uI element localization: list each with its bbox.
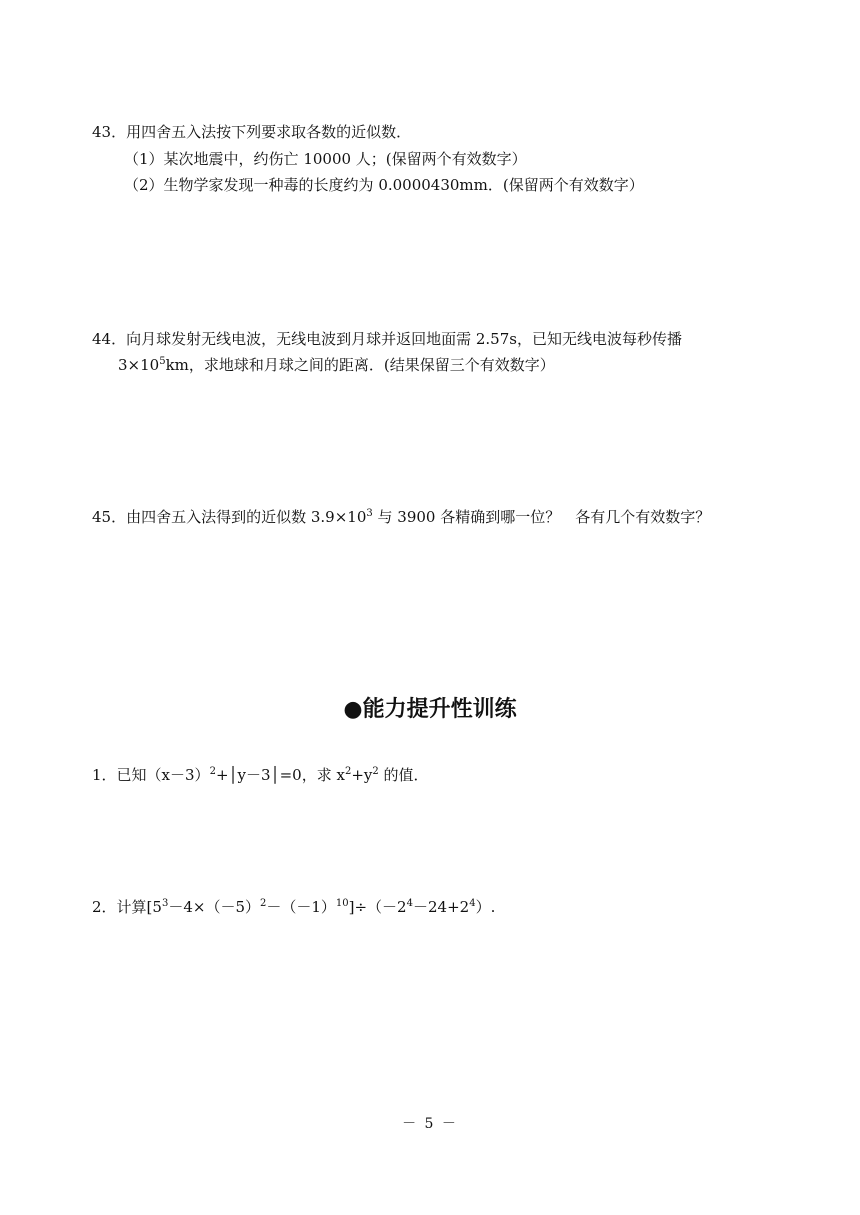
section-title: ●能力提升性训练 [343, 697, 517, 722]
question-45-text: 45．由四舍五入法得到的近似数 3.9×10 [92, 508, 367, 526]
exponent: 2 [372, 766, 379, 777]
exponent: 3 [366, 508, 373, 519]
exponent: 2 [344, 766, 352, 777]
exponent: 4 [406, 898, 413, 909]
problem-1-text: 1．已知（x－3） [92, 766, 210, 784]
exponent: 2 [259, 898, 267, 909]
question-43-title: 43．用四舍五入法按下列要求取各数的近似数． [92, 123, 412, 141]
problem-2-text: －24+2 [412, 898, 470, 916]
problem-2-text: －4×（－5） [168, 898, 260, 916]
question-43-part-2: （2）生物学家发现一种毒的长度约为 0.0000430mm．(保留两个有效数字） [124, 176, 644, 194]
question-44-line-2 [118, 355, 555, 375]
question-44-line-1: 44．向月球发射无线电波，无线电波到月球并返回地面需 2.57s，已知无线电波每秒传播 [92, 330, 682, 348]
exponent: 2 [209, 766, 216, 777]
question-44-text: km，求地球和月球之间的距离．(结果保留三个有效数字） [165, 356, 555, 374]
problem-2-text: 2．计算[5 [92, 898, 162, 916]
question-45-text: 与 3900 各精确到哪一位？ 各有几个有效数字？ [372, 508, 711, 526]
problem-2 [92, 897, 495, 917]
problem-2-text: ]÷（－2 [348, 898, 407, 916]
question-43-part-1: （1）某次地震中，约伤亡 10000 人；(保留两个有效数字） [124, 150, 527, 168]
exponent: 3 [161, 898, 169, 909]
problem-1 [92, 765, 429, 785]
problem-1-text: 的值． [378, 766, 429, 784]
page-number: － 5 － [402, 1116, 458, 1132]
exponent: 4 [469, 898, 476, 909]
question-44-text: 3×10 [118, 356, 160, 374]
question-45 [92, 507, 710, 527]
problem-2-text: ）. [475, 898, 496, 916]
problem-1-text: +│y－3│=0，求 x [215, 766, 345, 784]
problem-1-text: +y [351, 766, 373, 784]
exponent: 5 [159, 356, 166, 367]
problem-2-text: －（－1） [266, 898, 336, 916]
exponent: 10 [335, 898, 349, 909]
